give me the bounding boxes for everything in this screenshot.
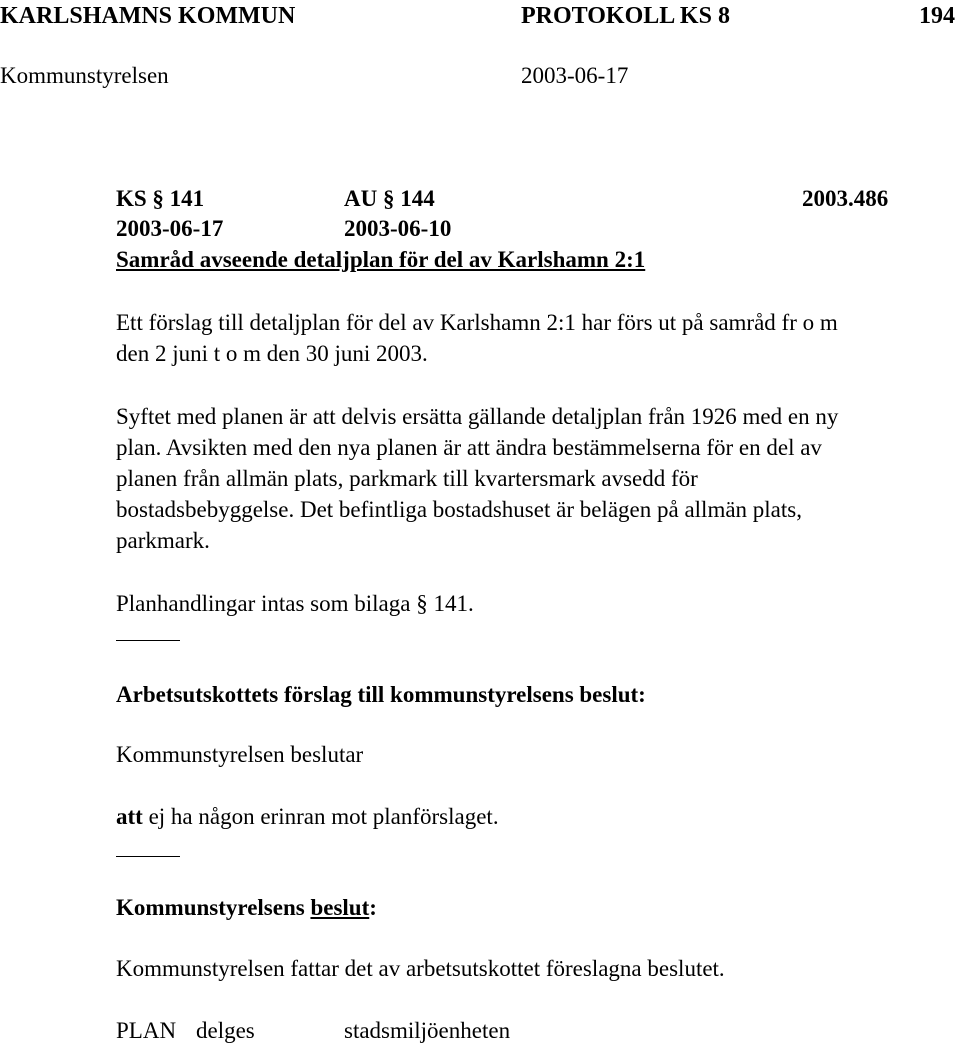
decision-heading-colon: : bbox=[369, 895, 377, 920]
page-number: 194 bbox=[919, 3, 955, 29]
paragraph-line: den 2 juni t o m den 30 juni 2003. bbox=[116, 341, 428, 366]
case-title: Samråd avseende detaljplan för del av Karlshamn 2:1 bbox=[116, 247, 646, 272]
attachment-note: Planhandlingar intas som bilaga § 141. bbox=[116, 591, 474, 616]
distribution-recipient: stadsmiljöenheten bbox=[344, 1018, 511, 1043]
proposal-resolution bbox=[116, 805, 499, 828]
au-date: 2003-06-10 bbox=[344, 216, 452, 241]
att-text: ej ha någon erinran mot planförslaget. bbox=[142, 804, 499, 829]
protocol-label: PROTOKOLL KS 8 bbox=[521, 3, 730, 29]
paragraph-line: Syftet med planen är att delvis ersätta gällande detaljplan från 1926 med en ny bbox=[116, 404, 839, 429]
proposal-intro: Kommunstyrelsen beslutar bbox=[116, 742, 364, 767]
decision-heading bbox=[116, 896, 377, 919]
separator-rule bbox=[116, 856, 180, 857]
distribution-copy: PLAN bbox=[116, 1018, 177, 1043]
proposal-heading: Arbetsutskottets förslag till kommunstyrelsens beslut: bbox=[116, 682, 646, 707]
ks-paragraph-ref: KS § 141 bbox=[116, 186, 205, 211]
paragraph-line: parkmark. bbox=[116, 528, 210, 553]
decision-text: Kommunstyrelsen fattar det av arbetsutskottet föreslagna beslutet. bbox=[116, 956, 725, 981]
paragraph-line: planen från allmän plats, parkmark till kvartersmark avsedd för bbox=[116, 466, 698, 491]
municipality-name: KARLSHAMNS KOMMUN bbox=[0, 3, 296, 29]
att-keyword: att bbox=[116, 804, 143, 829]
diary-number: 2003.486 bbox=[802, 186, 889, 211]
decision-heading-part1: Kommunstyrelsens bbox=[116, 895, 305, 920]
paragraph-line: Ett förslag till detaljplan för del av Karlshamn 2:1 har förs ut på samråd fr o m bbox=[116, 310, 838, 335]
paragraph-line: plan. Avsikten med den nya planen är att ändra bestämmelserna för en del av bbox=[116, 435, 822, 460]
paragraph-line: bostadsbebyggelse. Det befintliga bostadshuset är belägen på allmän plats, bbox=[116, 497, 802, 522]
decision-heading-part2: beslut bbox=[310, 895, 370, 920]
distribution-delges: delges bbox=[196, 1018, 255, 1043]
au-paragraph-ref: AU § 144 bbox=[344, 186, 435, 211]
body-name: Kommunstyrelsen bbox=[0, 63, 169, 88]
meeting-date: 2003-06-17 bbox=[521, 63, 629, 88]
separator-rule bbox=[116, 640, 180, 641]
ks-date: 2003-06-17 bbox=[116, 216, 224, 241]
